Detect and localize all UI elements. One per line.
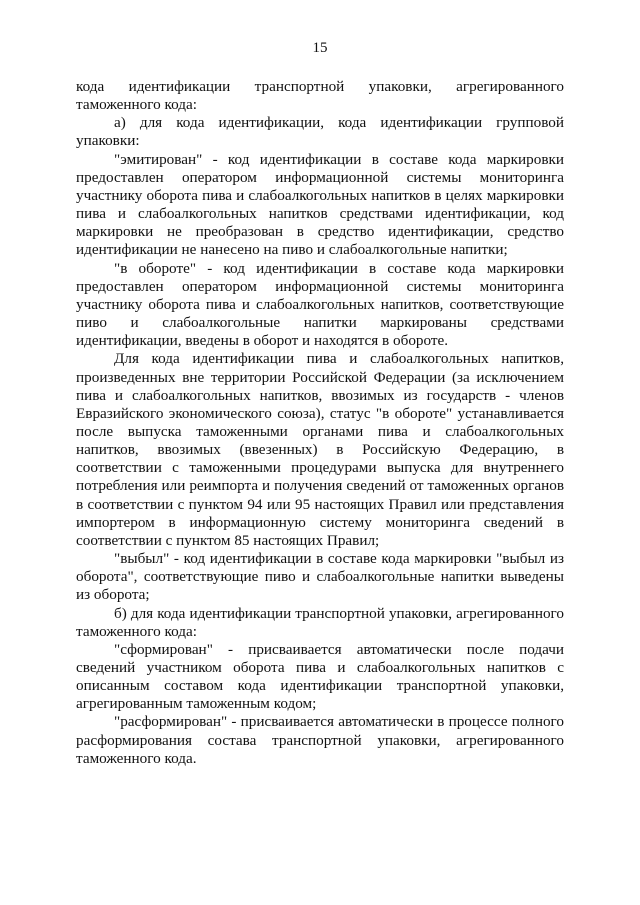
paragraph-status-in-circulation: "в обороте" - код идентификации в составе кода маркировки предоставлен оператором информационной системы мониторинга участнику оборота пива и слабоалкогольных напитков, соответствующие пиво и слабоалкогольные напитки маркированы средствами идентификации, введены в оборот и находятся в обороте. xyxy=(76,259,564,350)
paragraph-import-circulation: Для кода идентификации пива и слабоалкогольных напитков, произведенных вне территории Российской Федерации (за исключением пива и слабоалкогольных напитков, ввозимых из государств - членов Евразийского экономического союза), статус "в обороте" устанавливается после выпуска таможенными органами пива и слабоалкогольных напитков, ввозимых (ввезенных) в Российскую Федерацию, в соответствии с таможенными процедурами выпуска для внутреннего потребления или реимпорта и получения сведений от таможенных органов в соответствии с пунктом 94 или 95 настоящих Правил или представления импортером в информационную систему мониторинга сведений в соответствии с пунктом 85 настоящих Правил; xyxy=(76,350,564,549)
paragraph-item-a: а) для кода идентификации, кода идентификации групповой упаковки: xyxy=(76,114,564,150)
paragraph-status-withdrawn: "выбыл" - код идентификации в составе кода маркировки "выбыл из оборота", соответствующие пиво и слабоалкогольные напитки выведены из оборота; xyxy=(76,550,564,604)
paragraph-status-emitted: "эмитирован" - код идентификации в составе кода маркировки предоставлен оператором информационной системы мониторинга участнику оборота пива и слабоалкогольных напитков в целях маркировки пива и слабоалкогольных напитков средствами идентификации, код маркировки не преобразован в средство идентификации, средство идентификации не нанесено на пиво и слабоалкогольные напитки; xyxy=(76,150,564,259)
document-body xyxy=(76,78,564,768)
paragraph-status-formed: "сформирован" - присваивается автоматически после подачи сведений участником оборота пива и слабоалкогольных напитков с описанным составом кода идентификации транспортной упаковки, агрегированным таможенным кодом; xyxy=(76,640,564,713)
paragraph-status-disbanded: "расформирован" - присваивается автоматически в процессе полного расформирования состава транспортной упаковки, агрегированного таможенного кода. xyxy=(76,713,564,767)
page-number: 15 xyxy=(312,40,328,56)
paragraph-item-b: б) для кода идентификации транспортной упаковки, агрегированного таможенного кода: xyxy=(76,604,564,640)
paragraph-continuation: кода идентификации транспортной упаковки, агрегированного таможенного кода: xyxy=(76,78,564,114)
